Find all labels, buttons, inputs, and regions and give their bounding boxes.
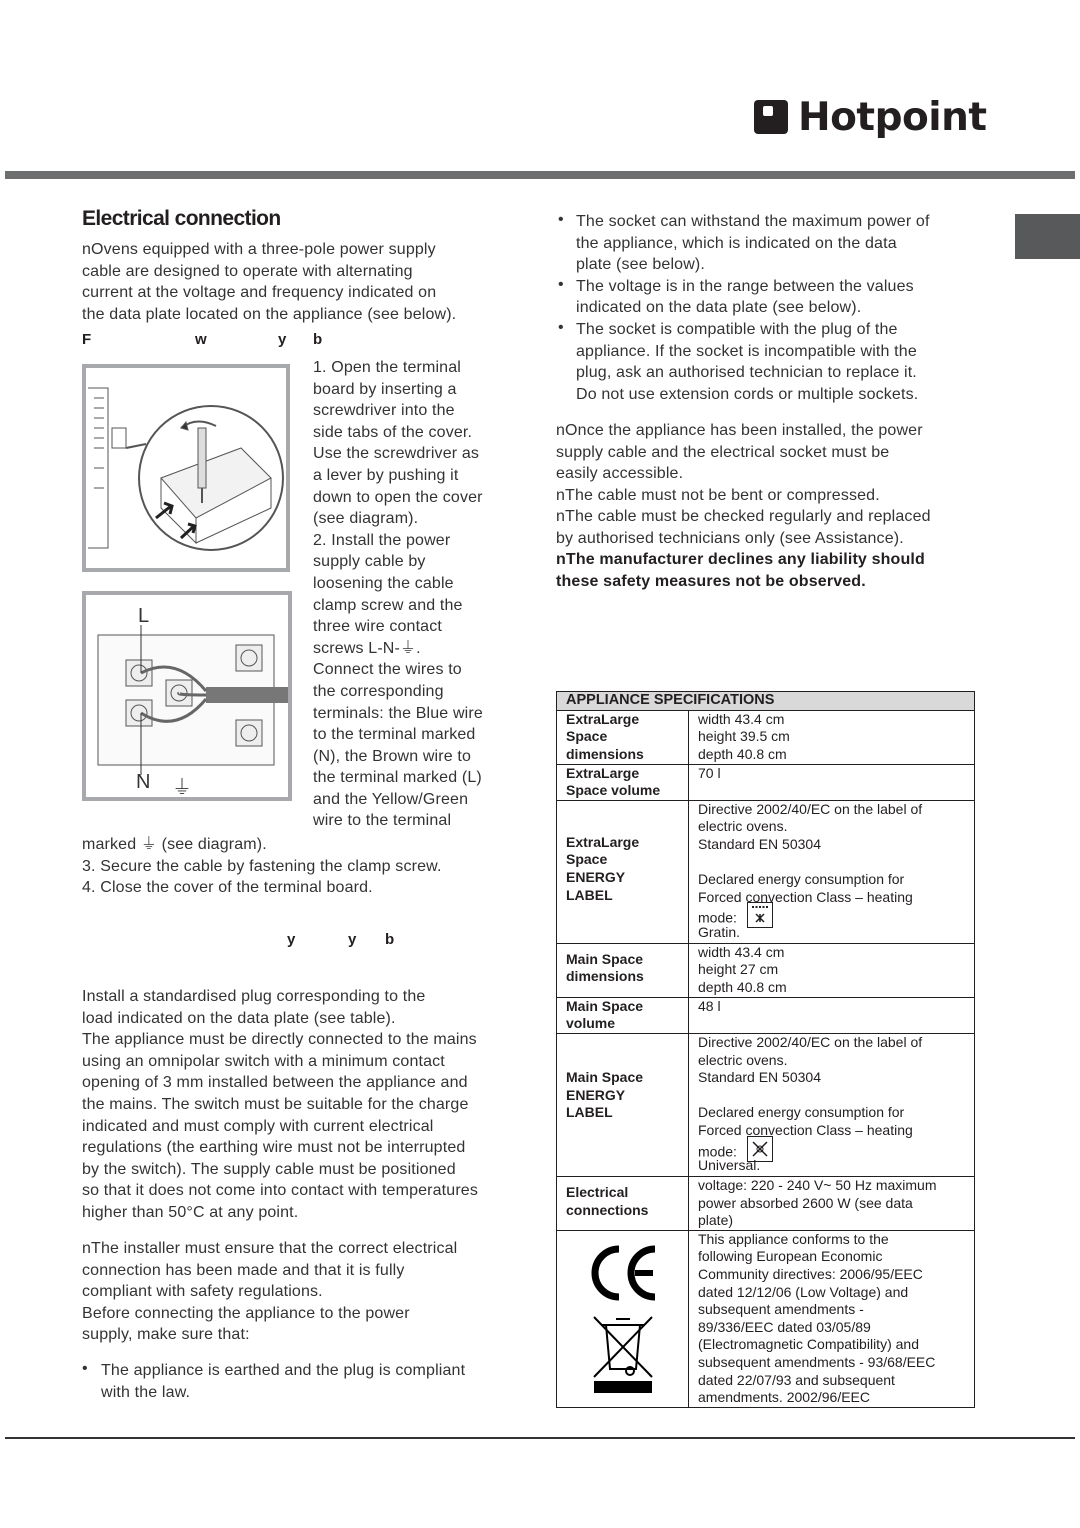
value-line: height 27 cm [698,961,779,978]
row-label [557,997,689,1033]
label-text [566,711,688,764]
text-line: nOnce the appliance has been installed, the power [556,422,923,439]
value-line: Standard EN 50304 [698,1069,821,1086]
bullet-icon: • [82,1360,88,1377]
text-line: cable are designed to operate with alternating [82,262,413,280]
table-row [557,943,975,997]
text-line: regulations (the earthing wire must not be interrupted [82,1139,466,1157]
value-line: Declared energy consumption for [698,1104,905,1121]
ce-mark-icon [583,1239,663,1309]
text-line: opening of 3 mm installed between the appliance and [82,1074,468,1092]
text-line: the appliance, which is indicated on the data [576,234,897,252]
subheading-glyph: F [82,331,92,348]
text-line: the data plate located on the appliance (see below). [82,305,457,323]
label-text [566,801,688,904]
table-row [557,764,975,800]
installer-paragraph [82,1238,457,1346]
text-line: these safety measures not be observed. [556,572,866,590]
text-line: and the Yellow/Green [313,790,469,808]
neutral-label: N [136,771,151,793]
text-line: nThe installer must ensure that the correct electrical [82,1240,458,1257]
label-line: connections [566,1201,649,1218]
text-line: a lever by pushing it [313,466,459,484]
text-line: nOvens equipped with a three-pole power supply [82,241,436,258]
text-line: load indicated on the data plate (see table). [82,1009,396,1027]
label-line: Electrical [566,1183,629,1200]
label-line: Main Space [566,997,644,1014]
text-line: the terminal marked (L) [313,769,482,787]
table-row [557,1176,975,1230]
text-line: indicated and must comply with current electrical [82,1117,434,1135]
value-line [698,906,974,927]
label-line: ExtraLarge [566,833,640,850]
text-line: 2. Install the power [313,531,451,549]
label-line: Space volume [566,782,661,799]
label-line: LABEL [566,1104,613,1121]
value-line: 48 l [698,997,721,1014]
row-value [689,800,975,943]
value-line: plate) [698,1212,734,1229]
text-line: appliance. If the socket is incompatible with the [576,342,917,360]
value-line: dated 12/12/06 (Low Voltage) and [698,1283,909,1300]
row-label [557,1033,689,1176]
text-line: nThe cable must not be bent or compressed. [556,486,880,504]
plug-paragraph [82,986,478,1224]
value-line [698,1140,974,1158]
table-row [557,1230,975,1407]
value-line: amendments. 2002/96/EEC [698,1389,870,1406]
bullet-icon: • [558,211,564,228]
table-row [557,1033,975,1176]
bullet-item [576,276,914,319]
value-line: Declared energy consumption for [698,871,905,888]
bullet-item [576,319,918,405]
value-line: Universal. [698,1157,761,1174]
table-row [557,997,975,1033]
value-line: dated 22/07/93 and subsequent [698,1371,895,1388]
universal-mode-icon [747,1136,773,1162]
label-text [566,1177,688,1219]
text-line: to the terminal marked [313,726,476,744]
text-line: compliant with safety regulations. [82,1283,323,1301]
text-line: 3. Secure the cable by fastening the clamp screw. [82,857,442,875]
text-line: The voltage is in the range between the values [576,277,914,295]
text-line: higher than 50°C at any point. [82,1203,299,1221]
earth-symbol: ⏚ [172,777,192,799]
text-line: loosening the cable [313,574,454,592]
value-line: electric ovens. [698,1051,788,1068]
row-value [689,710,975,764]
label-line: volume [566,1015,616,1032]
text-line: 4. Close the cover of the terminal board. [82,879,373,897]
value-line: 89/336/EEC dated 03/05/89 [698,1318,871,1335]
text-line: wire to the terminal [313,812,452,830]
text-line: supply, make sure that: [82,1326,250,1344]
label-line: ENERGY [566,1086,626,1103]
bullet-item [576,211,930,276]
text-line: (N), the Brown wire to [313,747,472,765]
subheading-glyph: w [195,331,207,348]
live-label: L [138,605,150,627]
value-line: Directive 2002/40/EC on the label of [698,800,923,817]
value-line: 70 l [698,764,721,781]
value-line: Directive 2002/40/EC on the label of [698,1033,923,1050]
subheading-glyph: b [385,931,395,948]
terminal-cover-diagram [82,364,290,572]
text-line: clamp screw and the [313,596,463,614]
text-line: side tabs of the cover. [313,423,473,441]
value-line: Forced convection Class – heating [698,888,913,905]
weee-bin-icon [588,1313,658,1393]
liability-warning [556,549,925,592]
page-title: Electrical connection [82,207,281,230]
value-line [698,1087,974,1105]
bullet-icon: • [558,275,564,293]
text-line: marked ⏚ (see diagram). [82,836,267,853]
text-line: the mains. The switch must be suitable for the charge [82,1095,469,1113]
hotpoint-logo [754,96,987,138]
text-line: supply cable by [313,553,426,571]
row-value [689,1033,975,1176]
text-line: the corresponding [313,682,444,700]
brand-name: Hotpoint [798,94,987,140]
text-line: Install a standardised plug corresponding to the [82,988,426,1005]
earth-bullet [101,1360,465,1403]
value-line: subsequent amendments - [698,1301,864,1318]
text-line: using an omnipolar switch with a minimum contact [82,1052,445,1070]
text-line: screws L-N-⏚. [313,639,421,657]
value-line: (Electromagnetic Compatibility) and [698,1336,919,1353]
text-line: three wire contact [313,618,442,636]
language-tab [1015,214,1080,259]
text-line: The appliance must be directly connected to the mains [82,1031,477,1049]
value-line: Community directives: 2006/95/EEC [698,1265,923,1282]
text-line: nThe manufacturer declines any liability should [556,551,925,568]
value-line: width 43.4 cm [698,710,785,727]
label-line: ENERGY [566,868,626,885]
label-line: Main Space [566,1068,644,1085]
label-text [566,1034,688,1122]
table-row [557,710,975,764]
text-line: The socket is compatible with the plug of the [576,321,898,338]
header-bar [5,171,1075,179]
value-text: mode: [698,910,737,927]
value-line: width 43.4 cm [698,943,785,960]
row-value [689,1176,975,1230]
value-line: Gratin. [698,923,741,940]
text-line: (see diagram). [313,510,419,528]
label-text [566,998,688,1033]
text-line: connection has been made and that it is fully [82,1261,405,1279]
value-line: depth 40.8 cm [698,745,787,762]
label-line: Space [566,851,608,868]
text-line: supply cable and the electrical socket must be [556,443,890,461]
gratin-mode-icon [747,902,773,928]
safety-paragraphs [556,420,931,550]
value-line: power absorbed 2600 W (see data [698,1194,913,1211]
row-label [557,943,689,997]
subheading-glyph: y [287,931,296,948]
row-value [689,1230,975,1407]
value-line: voltage: 220 - 240 V~ 50 Hz maximum [698,1176,937,1193]
wiring-diagram [82,591,292,801]
text-line: Use the screwdriver as [313,445,480,463]
text-line: with the law. [101,1383,191,1401]
footer-rule [5,1437,1075,1439]
text-line: board by inserting a [313,380,457,398]
text-line: Connect the wires to [313,661,462,679]
subheading-glyph: y [278,331,287,348]
row-value [689,997,975,1033]
subheading-glyph: b [313,331,323,348]
bullet-icon: • [558,319,564,336]
text-line: plug, ask an authorised technician to replace it. [576,364,917,382]
text-line: down to open the cover [313,488,483,506]
intro-paragraph [82,239,456,325]
value-text: mode: [698,1143,737,1160]
terminal-board-icon [86,595,288,797]
value-line: Standard EN 50304 [698,835,821,852]
text-line: The appliance is earthed and the plug is compliant [101,1362,466,1379]
label-line: dimensions [566,745,644,762]
label-line: ExtraLarge [566,764,640,781]
value-line: following European Economic [698,1248,883,1265]
text-line: so that it does not come into contact with temperatures [82,1182,479,1200]
screwdriver-diagram-icon [86,368,286,568]
label-text [566,944,688,986]
row-label [557,710,689,764]
row-label [557,800,689,943]
label-text [566,765,688,800]
text-line: current at the voltage and frequency indicated on [82,284,437,302]
installation-steps-continued [82,834,442,899]
text-line: by the switch). The supply cable must be positioned [82,1160,456,1178]
text-line: indicated on the data plate (see below). [576,299,862,317]
text-line: Do not use extension cords or multiple sockets. [576,385,919,403]
text-line: terminals: the Blue wire [313,704,483,722]
value-line: This appliance conforms to the [698,1230,889,1247]
label-line: Space [566,728,608,745]
appliance-specifications-table [556,691,975,1408]
text-line: Before connecting the appliance to the power [82,1304,410,1322]
text-line: 1. Open the terminal [313,359,461,376]
row-value [689,764,975,800]
table-header: APPLIANCE SPECIFICATIONS [557,692,975,711]
label-line: ExtraLarge [566,710,640,727]
text-line: plate (see below). [576,256,705,274]
row-label [557,764,689,800]
value-line: height 39.5 cm [698,728,790,745]
value-line: depth 40.8 cm [698,978,787,995]
label-line: LABEL [566,886,613,903]
value-line: electric ovens. [698,818,788,835]
subheading-glyph: y [348,931,357,948]
row-value [689,943,975,997]
text-line: easily accessible. [556,465,684,483]
text-line: nThe cable must be checked regularly and replaced [556,508,931,526]
table-row [557,800,975,943]
text-line: The socket can withstand the maximum power of [576,213,930,230]
label-line: Main Space [566,950,644,967]
text-line: screwdriver into the [313,402,455,420]
row-label [557,1176,689,1230]
row-label [557,1230,689,1407]
hotpoint-logo-mark-icon [754,100,788,134]
text-line: by authorised technicians only (see Assistance). [556,529,904,547]
value-line: Forced convection Class – heating [698,1121,913,1138]
label-line: dimensions [566,968,644,985]
installation-steps [313,357,483,832]
value-line [698,854,974,872]
value-line: subsequent amendments - 93/68/EEC [698,1353,936,1370]
